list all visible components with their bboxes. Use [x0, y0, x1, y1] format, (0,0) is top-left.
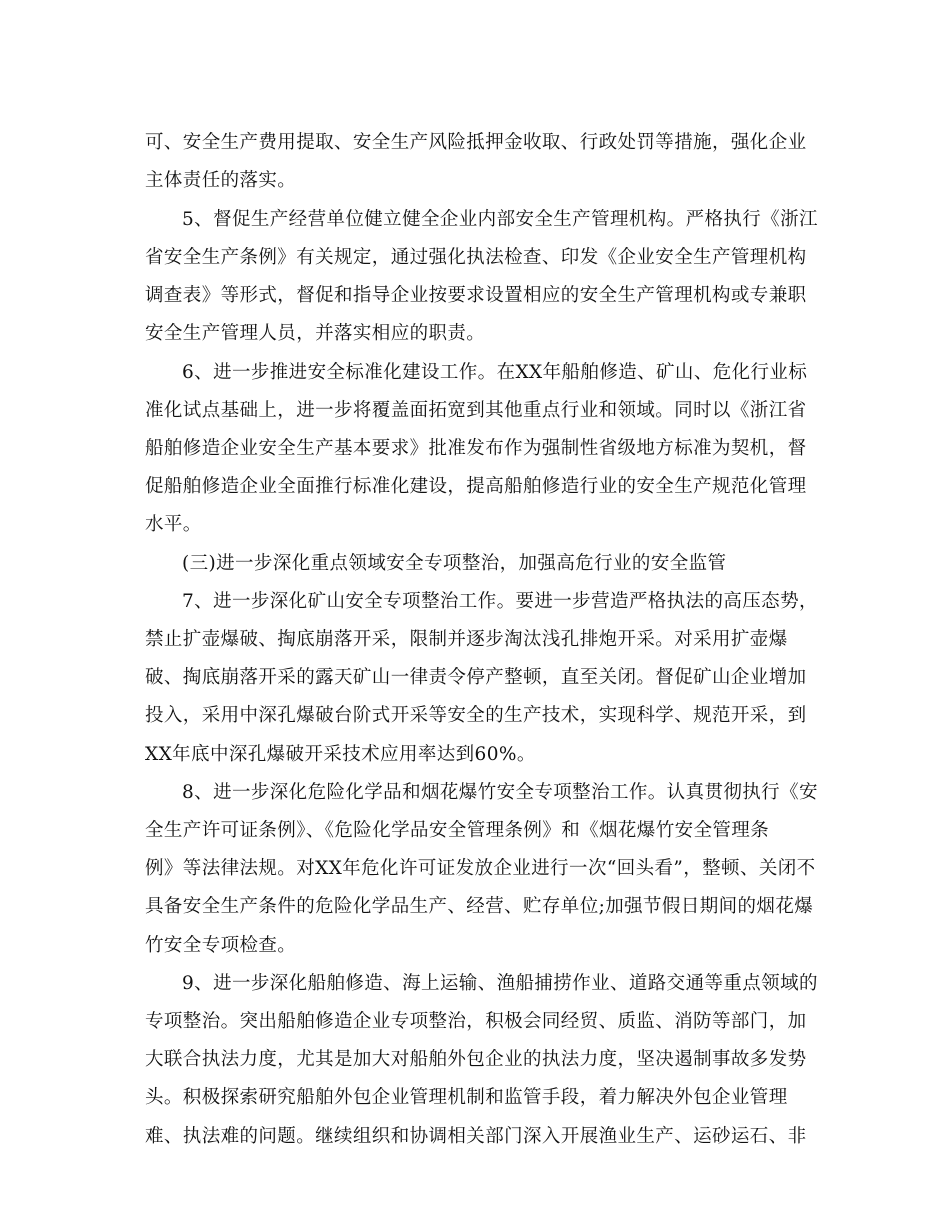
text-line: 调查表》等形式，督促和指导企业按要求设置相应的安全生产管理机构或专兼职 — [145, 285, 807, 306]
text-line: 省安全生产条例》有关规定，通过强化执法检查、印发《企业安全生产管理机构 — [145, 247, 807, 268]
text-line: 头。积极探索研究船舶外包企业管理机制和监管手段，着力解决外包企业管理 — [145, 1087, 788, 1108]
text-line: 投入，采用中深孔爆破台阶式开采等安全的生产技术，实现科学、规范开采，到 — [145, 705, 807, 726]
text-line: 主体责任的落实。 — [145, 170, 297, 191]
text-line: 水平。 — [145, 514, 202, 535]
section-heading: (三)进一步深化重点领域安全专项整治，加强高危行业的安全监管 — [182, 553, 727, 574]
text-line: 安全生产管理人员，并落实相应的职责。 — [145, 323, 486, 344]
text-line: 例》等法律法规。对XX年危化许可证发放企业进行一次“回头看”，整顿、关闭不 — [145, 858, 816, 879]
text-line: XX年底中深孔爆破开采技术应用率达到60%。 — [145, 744, 536, 765]
text-line: 可、安全生产费用提取、安全生产风险抵押金收取、行政处罚等措施，强化企业 — [145, 132, 807, 153]
text-line: 9、进一步深化船舶修造、海上运输、渔船捕捞作业、道路交通等重点领域的 — [182, 973, 818, 994]
text-line: 大联合执法力度，尤其是加大对船舶外包企业的执法力度，坚决遏制事故多发势 — [145, 1049, 807, 1070]
text-line: 禁止扩壶爆破、掏底崩落开采，限制并逐步淘汰浅孔排炮开采。对采用扩壶爆 — [145, 629, 788, 650]
text-line: 准化试点基础上，进一步将覆盖面拓宽到其他重点行业和领域。同时以《浙江省 — [145, 400, 807, 421]
text-line: 专项整治。突出船舶修造企业专项整治，积极会同经贸、质监、消防等部门，加 — [145, 1011, 807, 1032]
text-line: 促船舶修造企业全面推行标准化建设，提高船舶修造行业的安全生产规范化管理 — [145, 476, 807, 497]
text-line: 具备安全生产条件的危险化学品生产、经营、贮存单位;加强节假日期间的烟花爆 — [145, 896, 814, 917]
text-line: 全生产许可证条例》、《危险化学品安全管理条例》和《烟花爆竹安全管理条 — [145, 820, 770, 841]
text-line: 难、执法难的问题。继续组织和协调相关部门深入开展渔业生产、运砂运石、非 — [145, 1126, 807, 1147]
text-line: 6、进一步推进安全标准化建设工作。在XX年船舶修造、矿山、危化行业标 — [182, 362, 808, 383]
text-line: 8、进一步深化危险化学品和烟花爆竹安全专项整治工作。认真贯彻执行《安 — [182, 782, 818, 803]
text-line: 5、督促生产经营单位健立健全企业内部安全生产管理机构。严格执行《浙江 — [182, 209, 818, 230]
text-line: 竹安全专项检查。 — [145, 935, 297, 956]
text-line: 7、进一步深化矿山安全专项整治工作。要进一步营造严格执法的高压态势， — [182, 591, 818, 612]
text-line: 船舶修造企业安全生产基本要求》批准发布作为强制性省级地方标准为契机，督 — [145, 438, 807, 459]
text-line: 破、掏底崩落开采的露天矿山一律责令停产整顿，直至关闭。督促矿山企业增加 — [145, 667, 807, 688]
